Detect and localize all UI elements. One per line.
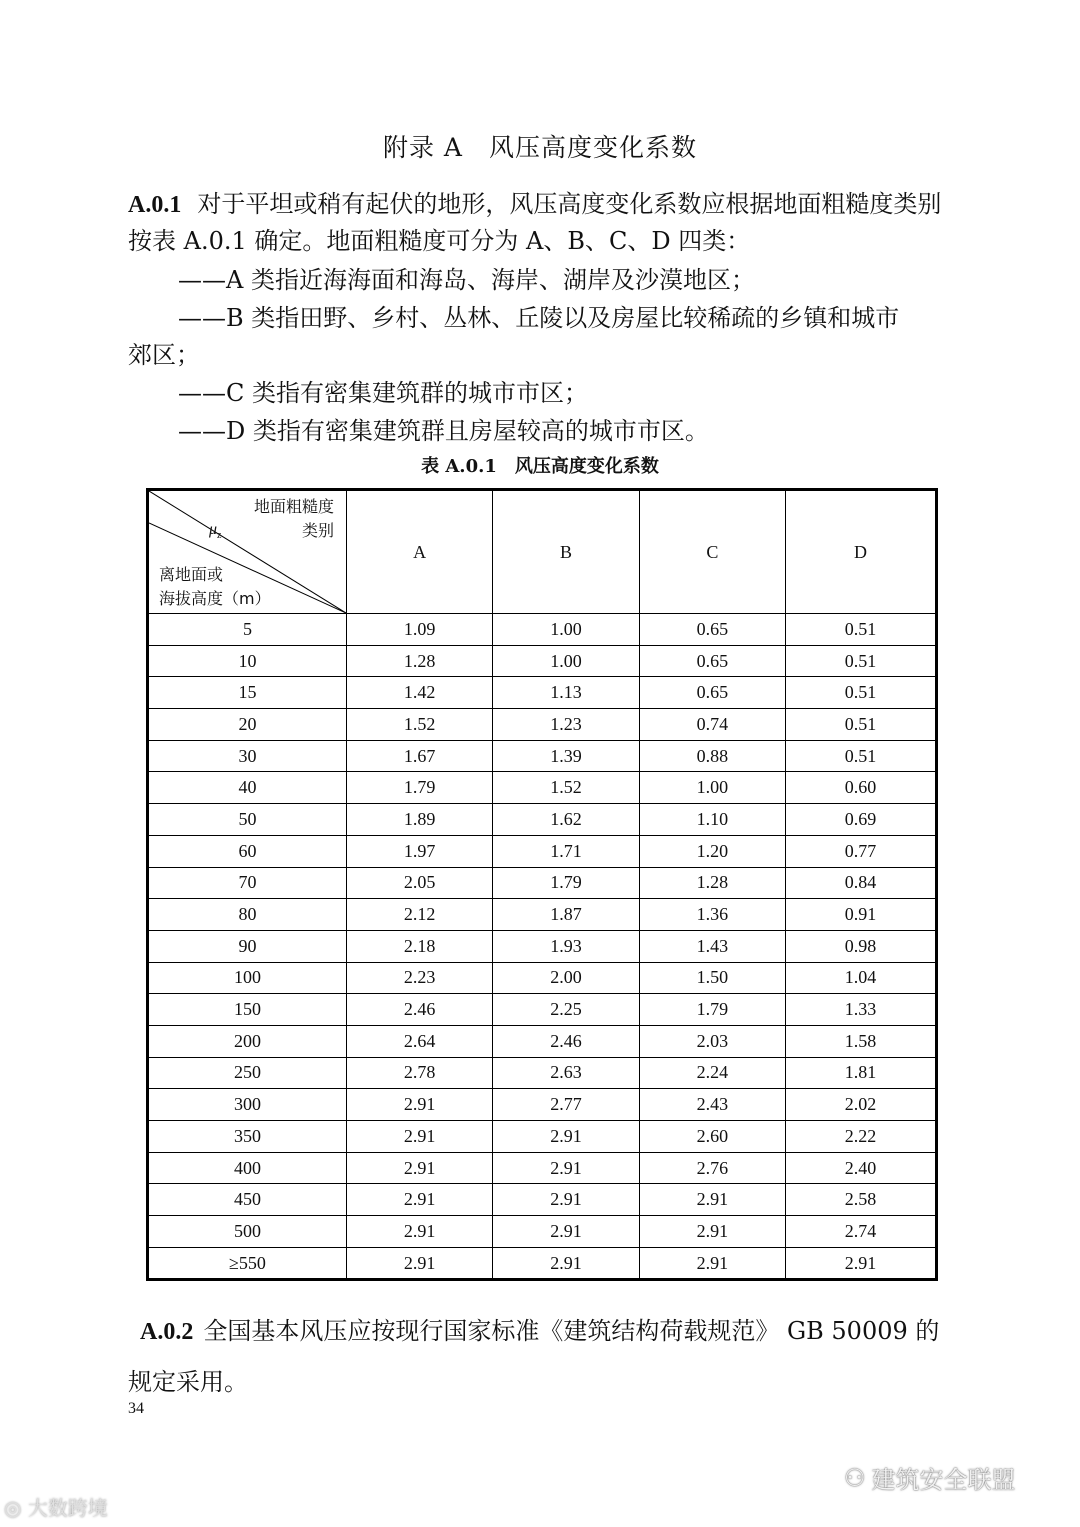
coefficient-cell: 0.88: [639, 740, 785, 772]
coefficient-cell: 1.52: [347, 709, 493, 741]
coefficient-cell: 1.79: [639, 994, 785, 1026]
coefficient-cell: 2.22: [786, 1121, 937, 1153]
column-header-d: D: [786, 490, 937, 614]
table-row: [148, 614, 937, 646]
table-row: [148, 1152, 937, 1184]
height-cell: 20: [148, 709, 347, 741]
table-row: [148, 1184, 937, 1216]
clause-a01-text: 对于平坦或稍有起伏的地形，风压高度变化系数应根据地面粗糙度类别按表 A.0.1 确定。地面粗糙度可分为 A、B、C、D 四类：: [128, 190, 942, 255]
coefficient-cell: 2.43: [639, 1089, 785, 1121]
clause-a01: [128, 186, 950, 259]
coefficient-cell: 0.51: [786, 614, 937, 646]
coefficient-cell: 2.91: [347, 1247, 493, 1280]
coefficient-cell: 1.87: [493, 899, 639, 931]
table-caption: 表 A.0.1 风压高度变化系数: [421, 456, 659, 477]
table-row: [148, 740, 937, 772]
coefficient-cell: 2.91: [347, 1184, 493, 1216]
coefficient-cell: 1.00: [493, 645, 639, 677]
table-row: [148, 899, 937, 931]
coefficient-cell: 1.28: [639, 867, 785, 899]
coefficient-cell: 1.62: [493, 804, 639, 836]
coefficient-cell: 2.18: [347, 930, 493, 962]
coefficient-cell: 1.39: [493, 740, 639, 772]
table-row: [148, 1057, 937, 1089]
column-header-c: C: [639, 490, 785, 614]
clause-a02: [128, 1306, 960, 1407]
corner-roughness-label: 地面粗糙度 类别: [253, 497, 334, 540]
coefficient-cell: 2.40: [786, 1152, 937, 1184]
height-cell: ≥550: [148, 1247, 347, 1280]
table-row: [148, 962, 937, 994]
table-row: [148, 709, 937, 741]
coefficient-cell: 1.13: [493, 677, 639, 709]
coefficient-cell: 1.79: [493, 867, 639, 899]
coefficient-cell: 0.74: [639, 709, 785, 741]
table-header-row: [148, 490, 937, 614]
coefficient-cell: 1.00: [493, 614, 639, 646]
coefficient-cell: 0.98: [786, 930, 937, 962]
watermark-right: ⚇ 建筑安全联盟: [844, 1463, 1016, 1494]
table-row: [148, 867, 937, 899]
coefficient-cell: 1.42: [347, 677, 493, 709]
coefficient-cell: 1.79: [347, 772, 493, 804]
coefficient-cell: 2.24: [639, 1057, 785, 1089]
coefficient-cell: 0.51: [786, 677, 937, 709]
height-cell: 70: [148, 867, 347, 899]
clause-a02-text-line2: 规定采用。: [128, 1368, 248, 1396]
coefficient-cell: 2.91: [347, 1152, 493, 1184]
corner-header-cell: [148, 490, 347, 614]
coefficient-cell: 2.02: [786, 1089, 937, 1121]
table-row: [148, 930, 937, 962]
coefficient-cell: 2.76: [639, 1152, 785, 1184]
coefficient-cell: 0.84: [786, 867, 937, 899]
coefficient-cell: 2.91: [639, 1184, 785, 1216]
coefficient-cell: 2.91: [639, 1247, 785, 1280]
coefficient-cell: 1.04: [786, 962, 937, 994]
height-cell: 150: [148, 994, 347, 1026]
coefficient-cell: 0.51: [786, 645, 937, 677]
column-header-b: B: [493, 490, 639, 614]
height-cell: 15: [148, 677, 347, 709]
height-cell: 100: [148, 962, 347, 994]
coefficient-cell: 2.12: [347, 899, 493, 931]
coefficient-cell: 2.05: [347, 867, 493, 899]
coefficient-cell: 2.25: [493, 994, 639, 1026]
coefficient-cell: 1.00: [639, 772, 785, 804]
page-title: 附录 A 风压高度变化系数: [382, 133, 697, 162]
clause-a02-text-line1: 全国基本风压应按现行国家标准《建筑结构荷载规范》 GB 50009 的: [203, 1317, 940, 1345]
coefficient-cell: 1.97: [347, 835, 493, 867]
coefficient-cell: 2.91: [493, 1184, 639, 1216]
coefficient-cell: 2.74: [786, 1216, 937, 1248]
page-number: 34: [128, 1400, 144, 1417]
height-cell: 300: [148, 1089, 347, 1121]
coefficient-cell: 1.23: [493, 709, 639, 741]
coefficient-cell: 1.71: [493, 835, 639, 867]
coefficient-cell: 0.69: [786, 804, 937, 836]
table-row: [148, 804, 937, 836]
table-body: [148, 614, 937, 1280]
coefficient-cell: 0.60: [786, 772, 937, 804]
watermark-left-icon: ◎: [4, 1496, 22, 1520]
coefficient-cell: 2.58: [786, 1184, 937, 1216]
height-cell: 30: [148, 740, 347, 772]
list-item-b: ——B 类指田野、乡村、丛林、丘陵以及房屋比较稀疏的乡镇和城市: [178, 304, 900, 332]
table-row: [148, 1216, 937, 1248]
table-row: [148, 1089, 937, 1121]
coefficient-cell: 1.20: [639, 835, 785, 867]
coefficient-cell: 2.60: [639, 1121, 785, 1153]
coefficient-cell: 2.91: [493, 1152, 639, 1184]
height-cell: 5: [148, 614, 347, 646]
coefficient-cell: 1.33: [786, 994, 937, 1026]
height-cell: 450: [148, 1184, 347, 1216]
height-cell: 10: [148, 645, 347, 677]
coefficient-cell: 1.36: [639, 899, 785, 931]
coefficient-cell: 0.51: [786, 709, 937, 741]
coefficient-cell: 0.91: [786, 899, 937, 931]
coefficient-cell: 1.93: [493, 930, 639, 962]
coefficient-cell: 2.91: [347, 1089, 493, 1121]
coefficient-cell: 1.43: [639, 930, 785, 962]
coefficient-cell: 0.65: [639, 645, 785, 677]
table-row: [148, 772, 937, 804]
list-item-a: ——A 类指近海海面和海岛、海岸、湖岸及沙漠地区；: [178, 266, 755, 294]
coefficient-cell: 0.77: [786, 835, 937, 867]
list-item-b-cont: 郊区；: [128, 341, 200, 369]
table-row: [148, 994, 937, 1026]
height-cell: 50: [148, 804, 347, 836]
list-item-d: ——D 类指有密集建筑群且房屋较高的城市市区。: [178, 417, 709, 445]
table-row: [148, 677, 937, 709]
corner-height-label: 离地面或 海拔高度（m）: [159, 565, 271, 608]
height-cell: 60: [148, 835, 347, 867]
coefficient-cell: 0.65: [639, 614, 785, 646]
coefficient-cell: 2.91: [786, 1247, 937, 1280]
height-cell: 350: [148, 1121, 347, 1153]
height-cell: 40: [148, 772, 347, 804]
coefficient-cell: 0.65: [639, 677, 785, 709]
coefficient-cell: 2.46: [347, 994, 493, 1026]
coefficient-cell: 2.91: [493, 1216, 639, 1248]
coefficient-cell: 2.91: [347, 1121, 493, 1153]
coefficient-cell: 2.23: [347, 962, 493, 994]
table-row: [148, 1025, 937, 1057]
list-item-c: ——C 类指有密集建筑群的城市市区；: [178, 379, 588, 407]
coefficient-cell: 2.91: [493, 1247, 639, 1280]
coefficient-cell: 1.58: [786, 1025, 937, 1057]
coefficient-cell: 2.46: [493, 1025, 639, 1057]
coefficient-cell: 1.50: [639, 962, 785, 994]
coefficient-cell: 2.64: [347, 1025, 493, 1057]
coefficient-cell: 2.91: [639, 1216, 785, 1248]
clause-a01-number: A.0.1: [128, 192, 182, 218]
table-row: [148, 835, 937, 867]
coefficient-cell: 1.09: [347, 614, 493, 646]
coefficient-cell: 1.52: [493, 772, 639, 804]
height-cell: 500: [148, 1216, 347, 1248]
clause-a02-number: A.0.2: [140, 1319, 194, 1345]
table-row: [148, 1247, 937, 1280]
corner-mu-symbol: $\mu_z$: [209, 521, 222, 542]
table-row: [148, 645, 937, 677]
watermark-left: ◎ 大数跨境: [4, 1496, 108, 1520]
coefficient-cell: 1.89: [347, 804, 493, 836]
coefficient-cell: 2.91: [493, 1121, 639, 1153]
height-cell: 200: [148, 1025, 347, 1057]
coefficient-cell: 2.00: [493, 962, 639, 994]
height-cell: 80: [148, 899, 347, 931]
wind-pressure-table: [146, 488, 938, 1281]
coefficient-cell: 1.10: [639, 804, 785, 836]
coefficient-cell: 2.91: [347, 1216, 493, 1248]
column-header-a: A: [347, 490, 493, 614]
height-cell: 90: [148, 930, 347, 962]
table-row: [148, 1121, 937, 1153]
coefficient-cell: 2.03: [639, 1025, 785, 1057]
coefficient-cell: 2.77: [493, 1089, 639, 1121]
coefficient-cell: 2.78: [347, 1057, 493, 1089]
height-cell: 250: [148, 1057, 347, 1089]
coefficient-cell: 1.28: [347, 645, 493, 677]
coefficient-cell: 1.67: [347, 740, 493, 772]
coefficient-cell: 1.81: [786, 1057, 937, 1089]
coefficient-cell: 0.51: [786, 740, 937, 772]
height-cell: 400: [148, 1152, 347, 1184]
wechat-icon: ⚇: [844, 1463, 866, 1492]
coefficient-cell: 2.63: [493, 1057, 639, 1089]
